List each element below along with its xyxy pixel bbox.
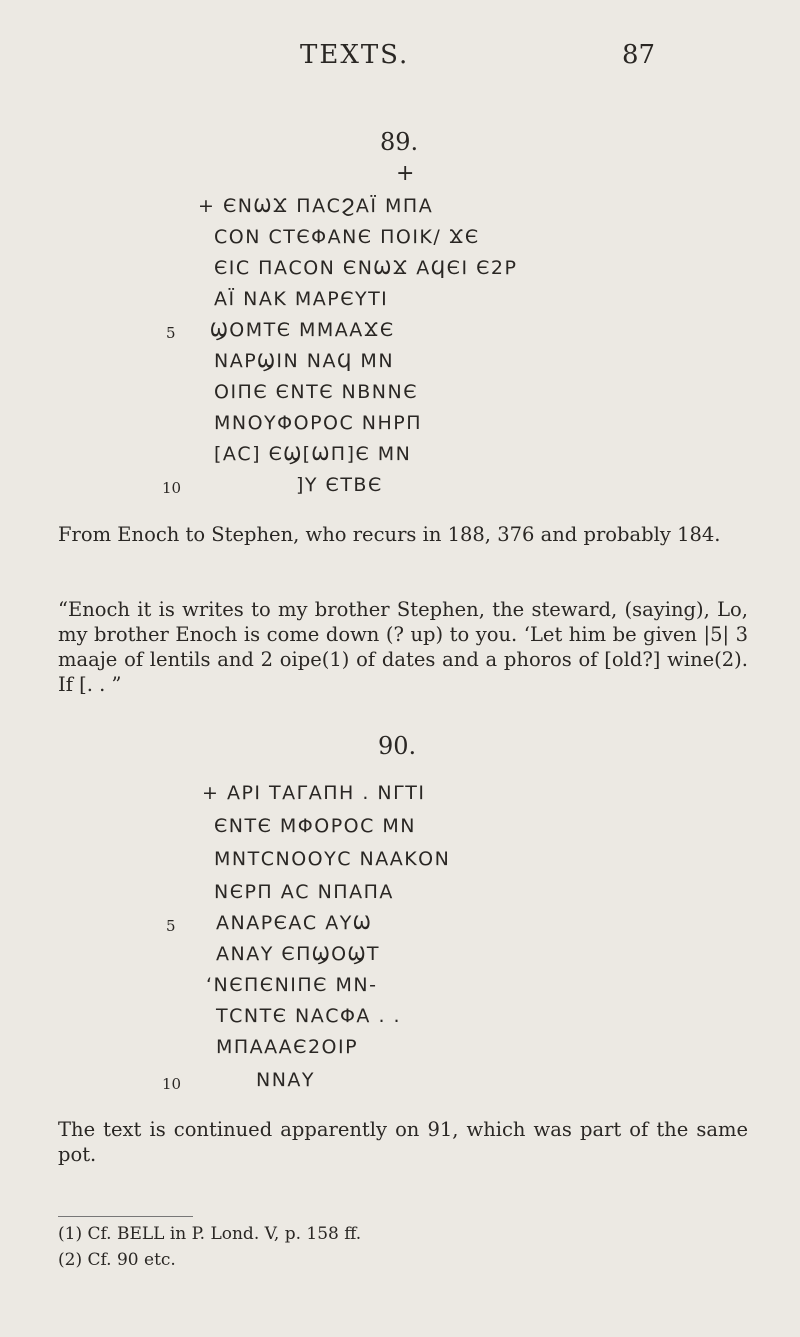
- cross-icon: +: [396, 161, 415, 186]
- coptic-line: + ЄΝѠϪ ΠΑϹϨΑΪ ΜΠΑ: [198, 195, 434, 217]
- document-translation: “Enoch it is writes to my brother Stephen, the steward, (saying), Lo, my brother Enoch is come down (? up) to you. ‘Let him be given |5| 3 maaje of lentils and 2 oipe(1) of dates and a phoros of [old?] wine(2). If [. . ”: [58, 598, 748, 696]
- coptic-line: ϹΟΝ ϹΤЄΦΑΝЄ ΠΟΙΚ/ ϪЄ: [214, 226, 480, 248]
- document-number: 90.: [378, 732, 417, 760]
- coptic-line: ΝΑΡϢΙΝ ΝΑϤ ΜΝ: [214, 350, 395, 372]
- footnote-divider: [58, 1216, 193, 1217]
- coptic-line: ‘ΝЄΠЄΝΙΠЄ ΜΝ-: [206, 974, 378, 996]
- coptic-line: ΝЄΡΠ ΑϹ ΝΠΑΠΑ: [214, 881, 394, 903]
- coptic-line: ΑΝΑΡЄΑϹ ΑΥѠ: [216, 912, 373, 934]
- line-number: 5: [166, 917, 176, 935]
- running-head-page-number: 87: [622, 40, 656, 70]
- coptic-line: ΜΝΟΥΦΟΡΟϹ ΝΗΡΠ: [214, 412, 423, 434]
- coptic-line: ЄΙϹ ΠΑϹΟΝ ЄΝѠϪ ΑϤЄΙ Є2Ρ: [214, 257, 518, 279]
- footnote: (1) Cf. BELL in P. Lond. V, p. 158 ff.: [58, 1224, 362, 1244]
- coptic-line: ЄΝΤЄ ΜΦΟΡΟϹ ΜΝ: [214, 815, 417, 837]
- coptic-line: ΜΠΑΑΑЄ2ΟΙΡ: [216, 1036, 359, 1058]
- line-number: 10: [162, 1075, 182, 1093]
- line-number: 10: [162, 479, 182, 497]
- coptic-line: + ΑΡΙ ΤΑΓΑΠΗ . ΝΓΤΙ: [202, 782, 426, 804]
- coptic-line: ΟΙΠЄ ЄΝΤЄ ΝΒΝΝЄ: [214, 381, 418, 403]
- coptic-line: ΑΝΑΥ ЄΠϢΟϢΤ: [216, 943, 380, 965]
- coptic-line: ΤϹΝΤЄ ΝΑϹΦΑ . .: [216, 1005, 402, 1027]
- coptic-line: ΝΝΑΥ: [256, 1069, 316, 1091]
- coptic-line: ϢΟΜΤЄ ΜΜΑΑϪЄ: [210, 319, 395, 341]
- footnote: (2) Cf. 90 etc.: [58, 1250, 176, 1270]
- running-head-title: TEXTS.: [300, 40, 410, 70]
- document-summary: From Enoch to Stephen, who recurs in 188, 376 and probably 184.: [58, 523, 721, 546]
- running-head: [0, 40, 800, 70]
- coptic-line: ]Υ ЄΤΒЄ: [296, 474, 383, 496]
- document-number: 89.: [380, 128, 419, 156]
- coptic-line: [ΑϹ] ЄϢ[ѠΠ]Є ΜΝ: [214, 443, 412, 465]
- document-note: The text is continued apparently on 91, which was part of the same pot.: [58, 1118, 748, 1166]
- coptic-line: ΑΪ ΝΑΚ ΜΑΡЄΥΤΙ: [214, 288, 389, 310]
- line-number: 5: [166, 324, 176, 342]
- coptic-line: ΜΝΤϹΝΟΟΥϹ ΝΑΑΚΟΝ: [214, 848, 451, 870]
